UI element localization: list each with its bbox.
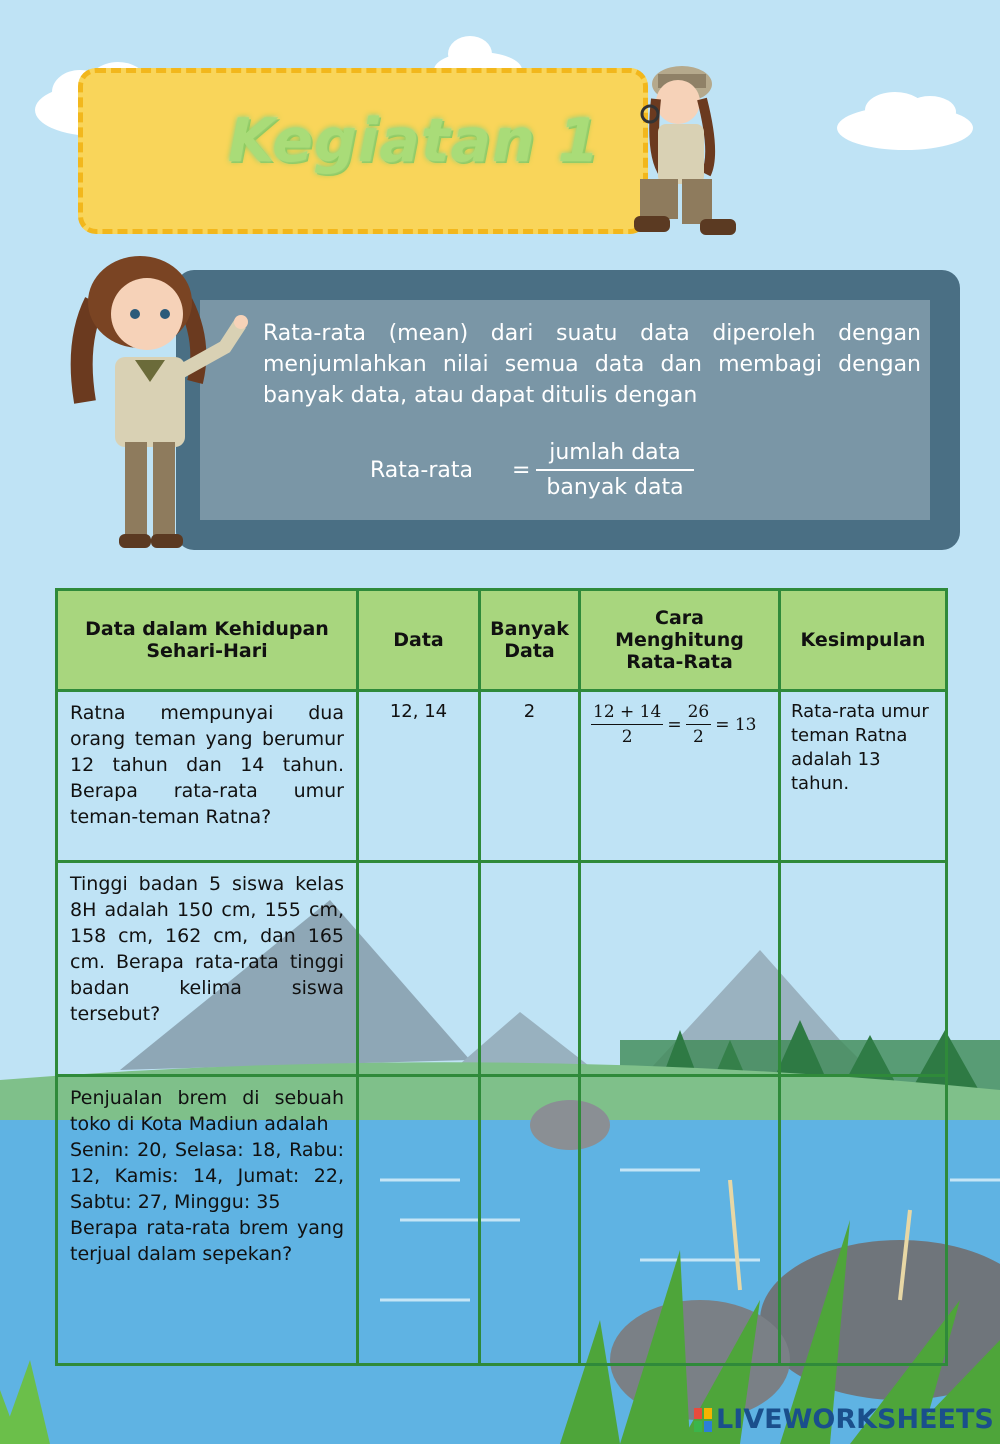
header-calculation-method: Cara Menghitung Rata-Rata	[580, 590, 780, 691]
conclusion-cell: Rata-rata umur teman Ratna adalah 13 tahun.	[780, 691, 947, 862]
page-title: Kegiatan 1	[228, 106, 601, 176]
calc-numerator-1: 12 + 14	[591, 700, 663, 725]
formula-label: Rata-rata	[370, 458, 473, 483]
conclusion-input-cell[interactable]	[780, 1076, 947, 1365]
question-cell: Tinggi badan 5 siswa kelas 8H adalah 150 cm, 155 cm, 158 cm, 162 cm, dan 165 cm. Berapa rata-rata tinggi badan kelima siswa tersebut?	[57, 862, 358, 1076]
header-daily-life-data: Data dalam Kehidupan Sehari-Hari	[57, 590, 358, 691]
question-cell: Ratna mempunyai dua orang teman yang berumur 12 tahun dan 14 tahun. Berapa rata-rata umur teman-teman Ratna?	[57, 691, 358, 862]
formula-numerator: jumlah data	[536, 440, 694, 471]
table-row	[57, 1076, 947, 1365]
count-input-cell[interactable]	[480, 862, 580, 1076]
liveworksheets-logo-icon	[694, 1408, 712, 1432]
data-input-cell[interactable]	[358, 1076, 480, 1365]
mean-definition-text: Rata-rata (mean) dari suatu data diperoleh dengan menjumlahkan nilai semua data dan membagi dengan banyak data, atau dapat ditulis dengan	[263, 321, 921, 408]
calculation-input-cell[interactable]	[580, 862, 780, 1076]
formula-equals: =	[512, 458, 531, 483]
table-header-row	[57, 590, 947, 691]
header-data-count: Banyak Data	[480, 590, 580, 691]
header-conclusion: Kesimpulan	[780, 590, 947, 691]
calculation-expression: $\frac{12 + 14}{2}$ = $\frac{26}{2}$ = 13	[593, 702, 757, 747]
count-cell: 2	[480, 691, 580, 862]
data-input-cell[interactable]	[358, 862, 480, 1076]
watermark-text: LIVEWORKSHEETS	[716, 1404, 994, 1435]
conclusion-input-cell[interactable]	[780, 862, 947, 1076]
question-line: Senin: 20, Selasa: 18, Rabu: 12, Kamis: 14, Jumat: 22, Sabtu: 27, Minggu: 35	[70, 1139, 344, 1213]
calculation-cell	[580, 691, 780, 862]
calc-denominator-2: 2	[692, 727, 704, 747]
table-row	[57, 691, 947, 862]
explorer-girl-magnifier-illustration	[620, 44, 750, 244]
activity-table	[55, 588, 948, 1366]
question-cell	[57, 1076, 358, 1365]
calculation-input-cell[interactable]	[580, 1076, 780, 1365]
data-cell: 12, 14	[358, 691, 480, 862]
question-line: Penjualan brem di sebuah toko di Kota Madiun adalah	[70, 1087, 344, 1135]
formula-fraction	[536, 440, 694, 500]
calc-numerator-2: 26	[686, 700, 712, 725]
count-input-cell[interactable]	[480, 1076, 580, 1365]
formula-denominator: banyak data	[546, 475, 684, 500]
calc-result: = 13	[715, 714, 757, 735]
table-row	[57, 862, 947, 1076]
header-data: Data	[358, 590, 480, 691]
explorer-girl-pointing-illustration	[55, 252, 255, 554]
calc-denominator-1: 2	[621, 727, 633, 747]
question-line: Berapa rata-rata brem yang terjual dalam sepekan?	[70, 1217, 344, 1265]
